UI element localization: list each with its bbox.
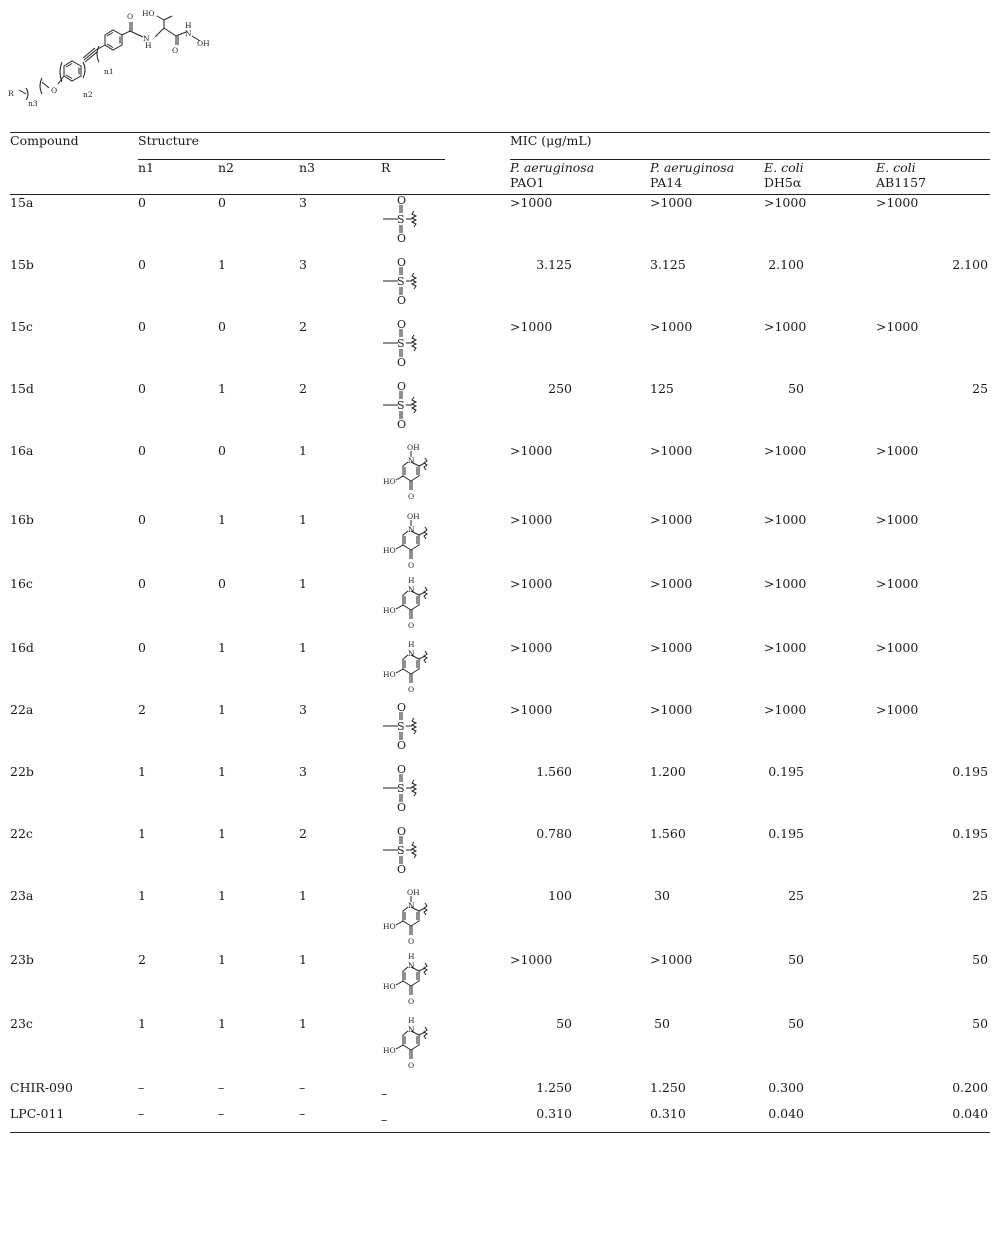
pyridinone-structure bbox=[381, 640, 439, 694]
methylsulfonyl-structure bbox=[381, 319, 431, 367]
svg-text:O: O bbox=[397, 418, 407, 429]
n1-cell: 1 bbox=[138, 888, 146, 903]
mic-pa14-cell: >1000 bbox=[650, 702, 693, 717]
n3-cell: – bbox=[299, 1106, 306, 1121]
svg-text:N: N bbox=[408, 585, 415, 594]
n3-cell: 1 bbox=[299, 576, 307, 591]
n1-cell: – bbox=[138, 1080, 145, 1095]
n3-cell: 1 bbox=[299, 1016, 307, 1031]
methylsulfonyl-structure bbox=[381, 826, 431, 874]
svg-text:O: O bbox=[408, 621, 415, 630]
table-row bbox=[10, 195, 990, 258]
table-row bbox=[10, 1080, 990, 1106]
mic-ab-cell: 25 bbox=[972, 888, 989, 903]
pyridinone-structure bbox=[381, 576, 439, 630]
mic-ab-cell: >1000 bbox=[876, 576, 919, 591]
n3-cell: 3 bbox=[299, 195, 307, 210]
svg-text:O: O bbox=[408, 561, 415, 570]
n2-cell: 1 bbox=[218, 764, 226, 779]
r-group-cell bbox=[381, 1016, 445, 1080]
n2-cell: 1 bbox=[218, 257, 226, 272]
mic-pao1-cell: 100 bbox=[548, 888, 572, 903]
n3-cell: 3 bbox=[299, 257, 307, 272]
n1-cell: 0 bbox=[138, 381, 146, 396]
n2-cell: – bbox=[218, 1106, 225, 1121]
compound-cell: 23c bbox=[10, 1016, 33, 1031]
mic-pao1-cell: 1.560 bbox=[536, 764, 572, 779]
scaffold-label-n3: n3 bbox=[28, 99, 38, 108]
table-row bbox=[10, 512, 990, 576]
compound-cell: 22c bbox=[10, 826, 33, 841]
svg-text:HO: HO bbox=[383, 1046, 396, 1055]
r-group-cell bbox=[381, 702, 445, 764]
r-group-cell bbox=[381, 764, 445, 826]
compound-cell: 16b bbox=[10, 512, 34, 527]
mic-ab-cell: 0.195 bbox=[952, 764, 989, 779]
svg-text:N: N bbox=[408, 901, 415, 910]
scaffold-label-n-right: N bbox=[185, 29, 192, 38]
scaffold-structure bbox=[4, 4, 216, 108]
table-row bbox=[10, 888, 990, 952]
n1-cell: 0 bbox=[138, 512, 146, 527]
svg-text:S: S bbox=[397, 213, 405, 226]
mic-dh5-cell: 2.100 bbox=[768, 257, 804, 272]
svg-text:O: O bbox=[408, 937, 415, 946]
methylsulfonyl-structure bbox=[381, 381, 431, 429]
scaffold-label-o-left: O bbox=[127, 12, 134, 21]
mic-dh5-cell: 50 bbox=[788, 381, 804, 396]
header-pao1: P. aeruginosa PAO1 bbox=[510, 160, 595, 190]
mic-dh5-cell: 25 bbox=[788, 888, 804, 903]
table-row bbox=[10, 952, 990, 1016]
svg-text:S: S bbox=[397, 275, 405, 288]
svg-text:O: O bbox=[408, 1061, 415, 1070]
svg-text:H: H bbox=[408, 640, 415, 649]
mic-dh5-cell: >1000 bbox=[764, 443, 807, 458]
mic-dh5-cell: 0.195 bbox=[768, 764, 804, 779]
mic-pa14-cell: >1000 bbox=[650, 640, 693, 655]
svg-text:O: O bbox=[397, 381, 407, 393]
mic-ab-cell: 2.100 bbox=[952, 257, 989, 272]
scaffold-label-n1: n1 bbox=[104, 67, 114, 76]
mic-pao1-cell: 50 bbox=[556, 1016, 572, 1031]
svg-text:S: S bbox=[397, 337, 405, 350]
mic-dh5-cell: >1000 bbox=[764, 512, 807, 527]
compound-cell: 22a bbox=[10, 702, 34, 717]
n1-cell: – bbox=[138, 1106, 145, 1121]
mic-pa14-cell: >1000 bbox=[650, 195, 693, 210]
svg-text:O: O bbox=[397, 739, 407, 750]
pyridinone-structure bbox=[381, 1016, 439, 1070]
n-hydroxypyridinone-structure bbox=[381, 888, 439, 946]
svg-text:H: H bbox=[408, 952, 415, 961]
mic-ab-cell: 50 bbox=[972, 952, 989, 967]
svg-text:O: O bbox=[408, 492, 415, 501]
r-group-cell bbox=[381, 381, 445, 443]
table-row bbox=[10, 381, 990, 443]
n-hydroxypyridinone-structure bbox=[381, 512, 439, 570]
svg-text:O: O bbox=[397, 702, 407, 714]
r-group-cell bbox=[381, 640, 445, 702]
n2-cell: 0 bbox=[218, 195, 226, 210]
methylsulfonyl-structure bbox=[381, 257, 431, 305]
svg-text:N: N bbox=[408, 1025, 415, 1034]
scaffold-label-o-right: O bbox=[172, 46, 179, 55]
svg-text:S: S bbox=[397, 720, 405, 733]
svg-text:N: N bbox=[408, 961, 415, 970]
mic-pa14-cell: 1.250 bbox=[650, 1080, 686, 1095]
mic-pao1-cell: 0.310 bbox=[536, 1106, 572, 1121]
mic-dh5-cell: 0.195 bbox=[768, 826, 804, 841]
r-group-cell bbox=[381, 576, 445, 640]
n1-cell: 1 bbox=[138, 764, 146, 779]
mic-ab-cell: 0.040 bbox=[952, 1106, 989, 1121]
svg-text:N: N bbox=[408, 649, 415, 658]
mic-ab-cell: 50 bbox=[972, 1016, 989, 1031]
mic-pao1-cell: >1000 bbox=[510, 576, 553, 591]
mic-ab-cell: >1000 bbox=[876, 512, 919, 527]
mic-pao1-cell: >1000 bbox=[510, 702, 553, 717]
table-row bbox=[10, 576, 990, 640]
table-row bbox=[10, 826, 990, 888]
n1-cell: 0 bbox=[138, 443, 146, 458]
mic-pao1-cell: >1000 bbox=[510, 512, 553, 527]
n3-cell: 2 bbox=[299, 319, 307, 334]
svg-text:HO: HO bbox=[383, 670, 396, 679]
n2-cell: 1 bbox=[218, 512, 226, 527]
header-n3: n3 bbox=[299, 160, 316, 175]
table-row bbox=[10, 764, 990, 826]
header-r: R bbox=[381, 160, 391, 175]
compound-cell: 15a bbox=[10, 195, 34, 210]
mic-pa14-cell: 30 bbox=[654, 888, 670, 903]
svg-text:OH: OH bbox=[407, 512, 420, 521]
compound-cell: 15d bbox=[10, 381, 34, 396]
header-dh5: E. coli DH5α bbox=[764, 160, 804, 190]
methylsulfonyl-structure bbox=[381, 702, 431, 750]
svg-text:N: N bbox=[408, 456, 415, 465]
n2-cell: 1 bbox=[218, 702, 226, 717]
n2-cell: 1 bbox=[218, 640, 226, 655]
scaffold-label-n-left: N bbox=[143, 34, 150, 43]
r-group-cell bbox=[381, 443, 445, 512]
svg-text:O: O bbox=[397, 257, 407, 269]
mic-pao1-cell: >1000 bbox=[510, 952, 553, 967]
mic-pa14-cell: 50 bbox=[654, 1016, 670, 1031]
r-group-cell bbox=[381, 257, 445, 319]
mic-ab-cell: >1000 bbox=[876, 443, 919, 458]
methylsulfonyl-structure bbox=[381, 195, 431, 243]
compound-cell: 23a bbox=[10, 888, 34, 903]
svg-text:O: O bbox=[397, 294, 407, 305]
mic-pao1-cell: 3.125 bbox=[536, 257, 572, 272]
table-row bbox=[10, 1106, 990, 1133]
mic-pao1-cell: 1.250 bbox=[536, 1080, 572, 1095]
n3-cell: 1 bbox=[299, 443, 307, 458]
svg-text:HO: HO bbox=[383, 606, 396, 615]
n3-cell: 1 bbox=[299, 640, 307, 655]
svg-text:S: S bbox=[397, 782, 405, 795]
n3-cell: 2 bbox=[299, 381, 307, 396]
mic-ab-cell: >1000 bbox=[876, 319, 919, 334]
mic-pao1-cell: >1000 bbox=[510, 195, 553, 210]
svg-text:S: S bbox=[397, 399, 405, 412]
table-row bbox=[10, 1016, 990, 1080]
mic-ab-cell: 0.200 bbox=[952, 1080, 989, 1095]
mic-pa14-cell: >1000 bbox=[650, 319, 693, 334]
r-group-cell bbox=[381, 195, 445, 258]
mic-pa14-cell: >1000 bbox=[650, 952, 693, 967]
n2-cell: 0 bbox=[218, 319, 226, 334]
svg-text:O: O bbox=[408, 685, 415, 694]
mic-dh5-cell: >1000 bbox=[764, 576, 807, 591]
n3-cell: 3 bbox=[299, 764, 307, 779]
header-pa14: P. aeruginosa PA14 bbox=[650, 160, 735, 190]
n2-cell: 1 bbox=[218, 826, 226, 841]
compound-cell: 16d bbox=[10, 640, 34, 655]
mic-pa14-cell: 1.200 bbox=[650, 764, 686, 779]
mic-pa14-cell: 1.560 bbox=[650, 826, 686, 841]
r-group-cell: – bbox=[381, 1086, 388, 1101]
svg-text:O: O bbox=[408, 997, 415, 1006]
n-hydroxypyridinone-structure bbox=[381, 443, 439, 501]
n2-cell: 0 bbox=[218, 576, 226, 591]
n2-cell: – bbox=[218, 1080, 225, 1095]
mic-dh5-cell: 0.300 bbox=[768, 1080, 804, 1095]
mic-dh5-cell: 0.040 bbox=[768, 1106, 804, 1121]
methylsulfonyl-structure bbox=[381, 764, 431, 812]
svg-text:O: O bbox=[397, 863, 407, 874]
header-n2: n2 bbox=[218, 160, 235, 175]
mic-dh5-cell: >1000 bbox=[764, 195, 807, 210]
r-group-cell bbox=[381, 319, 445, 381]
table-row bbox=[10, 443, 990, 512]
mic-table bbox=[10, 132, 990, 1133]
r-group-cell bbox=[381, 826, 445, 888]
header-structure: Structure bbox=[138, 133, 445, 160]
svg-text:O: O bbox=[397, 319, 407, 331]
n3-cell: 1 bbox=[299, 512, 307, 527]
svg-text:O: O bbox=[397, 356, 407, 367]
scaffold-label-n2: n2 bbox=[83, 90, 93, 99]
table-row bbox=[10, 319, 990, 381]
n1-cell: 0 bbox=[138, 257, 146, 272]
pyridinone-structure bbox=[381, 952, 439, 1006]
mic-ab-cell: 25 bbox=[972, 381, 989, 396]
mic-ab-cell: 0.195 bbox=[952, 826, 989, 841]
svg-text:O: O bbox=[397, 826, 407, 838]
table-row bbox=[10, 257, 990, 319]
mic-dh5-cell: 50 bbox=[788, 952, 804, 967]
table-row bbox=[10, 640, 990, 702]
n1-cell: 0 bbox=[138, 640, 146, 655]
svg-text:OH: OH bbox=[407, 888, 420, 897]
scaffold-label-oh: OH bbox=[197, 39, 210, 48]
n3-cell: 2 bbox=[299, 826, 307, 841]
n1-cell: 0 bbox=[138, 195, 146, 210]
mic-pao1-cell: >1000 bbox=[510, 640, 553, 655]
svg-text:N: N bbox=[408, 525, 415, 534]
r-group-cell bbox=[381, 512, 445, 576]
mic-ab-cell: >1000 bbox=[876, 640, 919, 655]
n1-cell: 2 bbox=[138, 952, 146, 967]
scaffold-label-o-ether: O bbox=[51, 86, 58, 95]
compound-cell: LPC-011 bbox=[10, 1106, 65, 1121]
header-mic: MIC (μg/mL) bbox=[510, 133, 990, 160]
mic-dh5-cell: >1000 bbox=[764, 319, 807, 334]
svg-text:HO: HO bbox=[383, 477, 396, 486]
scaffold-label-ho: HO bbox=[142, 9, 155, 18]
mic-pa14-cell: >1000 bbox=[650, 576, 693, 591]
n3-cell: 1 bbox=[299, 952, 307, 967]
mic-dh5-cell: >1000 bbox=[764, 640, 807, 655]
mic-pa14-cell: 125 bbox=[650, 381, 674, 396]
n2-cell: 1 bbox=[218, 381, 226, 396]
n3-cell: 3 bbox=[299, 702, 307, 717]
scaffold-label-h-left: H bbox=[145, 41, 152, 50]
mic-pa14-cell: 3.125 bbox=[650, 257, 686, 272]
mic-pao1-cell: >1000 bbox=[510, 319, 553, 334]
mic-pao1-cell: 0.780 bbox=[536, 826, 572, 841]
svg-text:HO: HO bbox=[383, 982, 396, 991]
mic-pa14-cell: 0.310 bbox=[650, 1106, 686, 1121]
mic-pa14-cell: >1000 bbox=[650, 512, 693, 527]
svg-text:H: H bbox=[408, 1016, 415, 1025]
compound-cell: 15b bbox=[10, 257, 34, 272]
compound-cell: 16c bbox=[10, 576, 33, 591]
svg-text:O: O bbox=[397, 764, 407, 776]
svg-text:HO: HO bbox=[383, 922, 396, 931]
compound-cell: 15c bbox=[10, 319, 33, 334]
mic-dh5-cell: >1000 bbox=[764, 702, 807, 717]
svg-text:S: S bbox=[397, 844, 405, 857]
compound-cell: 22b bbox=[10, 764, 34, 779]
n3-cell: 1 bbox=[299, 888, 307, 903]
n2-cell: 0 bbox=[218, 443, 226, 458]
n1-cell: 0 bbox=[138, 319, 146, 334]
header-compound: Compound bbox=[10, 133, 79, 148]
n2-cell: 1 bbox=[218, 1016, 226, 1031]
r-group-cell: – bbox=[381, 1112, 388, 1127]
svg-text:O: O bbox=[397, 801, 407, 812]
scaffold-label-h-right: H bbox=[185, 21, 192, 30]
svg-text:H: H bbox=[408, 576, 415, 585]
n2-cell: 1 bbox=[218, 888, 226, 903]
compound-cell: 23b bbox=[10, 952, 34, 967]
header-n1: n1 bbox=[138, 160, 155, 175]
header-ab1157: E. coli AB1157 bbox=[876, 160, 927, 190]
svg-text:HO: HO bbox=[383, 546, 396, 555]
r-group-cell bbox=[381, 888, 445, 952]
mic-pao1-cell: >1000 bbox=[510, 443, 553, 458]
compound-cell: CHIR-090 bbox=[10, 1080, 73, 1095]
svg-text:O: O bbox=[397, 232, 407, 243]
mic-dh5-cell: 50 bbox=[788, 1016, 804, 1031]
n1-cell: 1 bbox=[138, 1016, 146, 1031]
compound-cell: 16a bbox=[10, 443, 34, 458]
table-row bbox=[10, 702, 990, 764]
mic-ab-cell: >1000 bbox=[876, 702, 919, 717]
n1-cell: 1 bbox=[138, 826, 146, 841]
mic-pa14-cell: >1000 bbox=[650, 443, 693, 458]
scaffold-label-r: R bbox=[8, 89, 14, 98]
svg-text:O: O bbox=[397, 195, 407, 207]
n1-cell: 0 bbox=[138, 576, 146, 591]
mic-ab-cell: >1000 bbox=[876, 195, 919, 210]
svg-text:OH: OH bbox=[407, 443, 420, 452]
r-group-cell bbox=[381, 952, 445, 1016]
n3-cell: – bbox=[299, 1080, 306, 1095]
n2-cell: 1 bbox=[218, 952, 226, 967]
mic-pao1-cell: 250 bbox=[548, 381, 572, 396]
n1-cell: 2 bbox=[138, 702, 146, 717]
